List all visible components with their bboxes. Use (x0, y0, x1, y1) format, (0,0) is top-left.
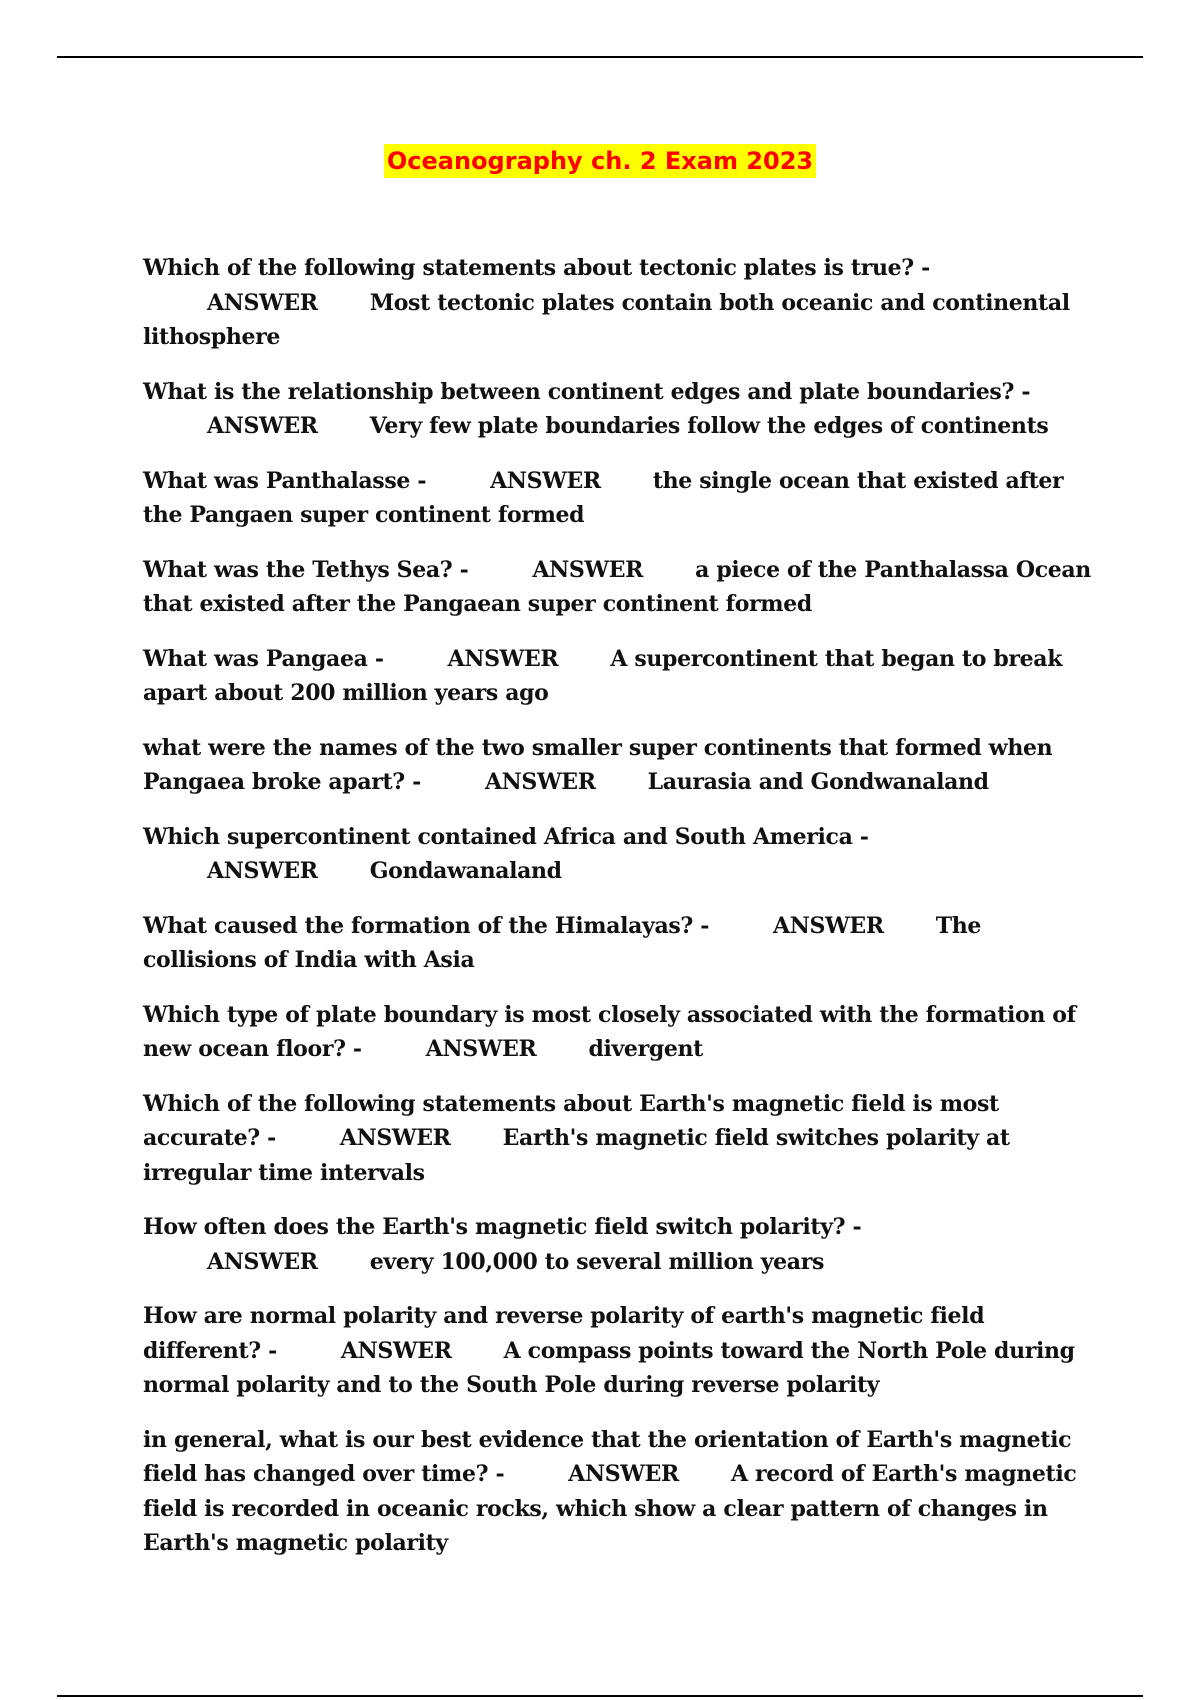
answer-text: Gondawanaland (369, 858, 562, 884)
separator: - (367, 645, 384, 672)
question-text: Which of the following statements about tectonic plates is true? (143, 255, 914, 281)
answer-label: ANSWER (484, 769, 596, 795)
top-rule (57, 56, 1143, 58)
answer-text: Earth's magnetic field switches polarity at irregular time intervals (143, 1125, 1010, 1186)
qa-item (143, 998, 1093, 1067)
question-text: What caused the formation of the Himalayas? (143, 912, 693, 939)
answer-label: ANSWER (340, 1337, 452, 1364)
separator: - (845, 1214, 862, 1240)
question-text: How are normal polarity and reverse polarity of earth's magnetic field different? (143, 1303, 985, 1364)
qa-list (143, 251, 1093, 1581)
answer-label: ANSWER (207, 289, 318, 316)
answer-text: the single ocean that existed after the Pangaen super continent formed (143, 467, 1064, 528)
answer-text: Most tectonic plates contain both oceanic and continental lithosphere (143, 289, 1070, 350)
answer-text: The collisions of India with Asia (143, 912, 982, 973)
answer-label: ANSWER (490, 467, 601, 494)
qa-item (143, 1210, 1093, 1279)
separator: - (260, 1337, 277, 1364)
question-text: How often does the Earth's magnetic field switch polarity? (143, 1214, 846, 1240)
qa-item (143, 251, 1093, 355)
bottom-rule (57, 1695, 1143, 1697)
separator: - (488, 1461, 505, 1487)
answer-label: ANSWER (447, 645, 559, 672)
question-text: What was the Tethys Sea? (143, 556, 453, 583)
question-text: Which type of plate boundary is most closely associated with the formation of new ocean floor? (143, 1001, 1076, 1062)
question-text: What was Pangaea (143, 645, 368, 672)
qa-item (143, 642, 1093, 711)
separator: - (452, 556, 469, 583)
separator: - (259, 1125, 276, 1151)
answer-label: ANSWER (339, 1125, 451, 1151)
document-title: Oceanography ch. 2 Exam 2023 (384, 144, 816, 178)
answer-text: every 100,000 to several million years (369, 1248, 824, 1275)
answer-label: ANSWER (568, 1461, 679, 1487)
answer-text: A supercontinent that began to break apart about 200 million years ago (143, 645, 1063, 706)
answer-text: Laurasia and Gondwanaland (647, 769, 989, 795)
question-text: Which supercontinent contained Africa and South America (143, 823, 853, 850)
answer-text: Very few plate boundaries follow the edges of continents (369, 413, 1049, 439)
qa-item (143, 731, 1093, 800)
qa-item (143, 1299, 1093, 1403)
separator: - (345, 1036, 362, 1062)
question-text: What is the relationship between continent edges and plate boundaries? (143, 378, 1015, 405)
qa-item (143, 375, 1093, 444)
answer-text: divergent (588, 1036, 703, 1062)
title-area (0, 144, 1200, 178)
answer-text: A compass points toward the North Pole during normal polarity and to the South Pole during reverse polarity (143, 1337, 1075, 1398)
separator: - (404, 769, 421, 795)
question-text: what were the names of the two smaller super continents that formed when Pangaea broke apart? (143, 734, 1053, 795)
answer-label: ANSWER (207, 1248, 318, 1275)
answer-label: ANSWER (773, 912, 884, 939)
qa-item (143, 1423, 1093, 1561)
separator: - (852, 823, 869, 850)
question-text: What was Panthalasse (143, 467, 411, 494)
separator: - (410, 467, 427, 494)
answer-text: a piece of the Panthalassa Ocean that existed after the Pangaean super continent formed (143, 556, 1091, 617)
qa-item (143, 909, 1093, 978)
qa-item (143, 820, 1093, 889)
qa-item (143, 553, 1093, 622)
answer-label: ANSWER (425, 1036, 537, 1062)
qa-item (143, 1087, 1093, 1191)
question-text: Which of the following statements about Earth's magnetic field is most accurate? (143, 1090, 999, 1151)
separator: - (692, 912, 710, 939)
qa-item (143, 464, 1093, 533)
answer-label: ANSWER (207, 858, 318, 884)
answer-label: ANSWER (532, 556, 644, 583)
separator: - (1014, 378, 1031, 405)
separator: - (913, 255, 930, 281)
question-text: in general, what is our best evidence that the orientation of Earth's magnetic field has changed over time? (143, 1426, 1072, 1487)
answer-label: ANSWER (207, 413, 318, 439)
answer-text: A record of Earth's magnetic field is recorded in oceanic rocks, which show a clear pattern of changes in Earth's magnetic polarity (143, 1461, 1077, 1556)
